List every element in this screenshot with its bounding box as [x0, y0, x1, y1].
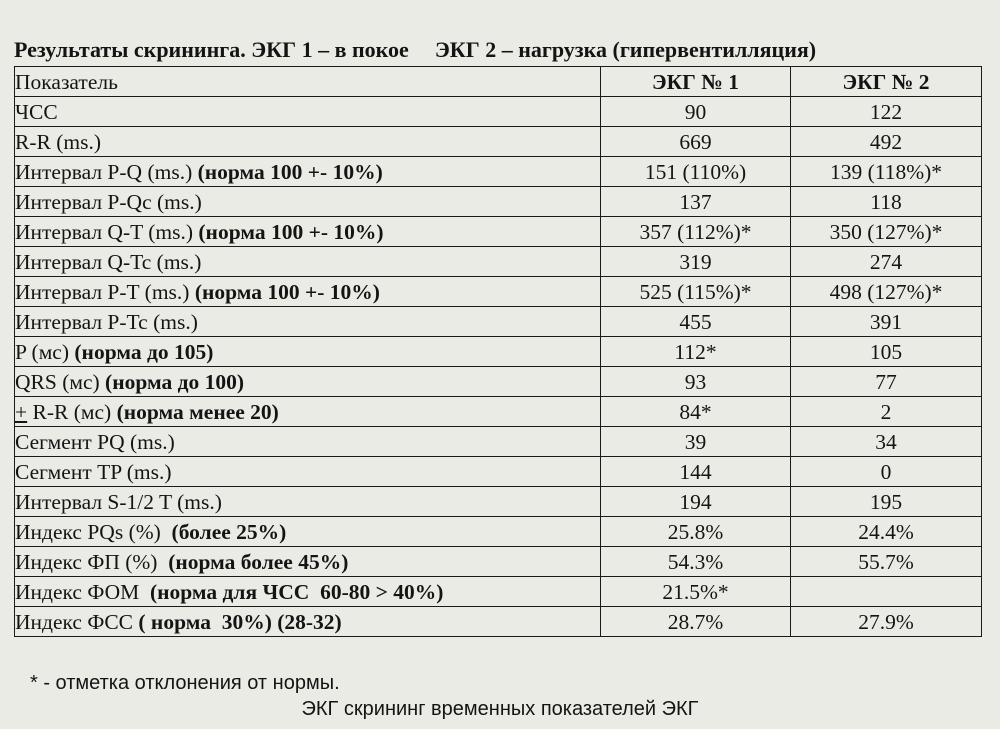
ecg1-value: 84* — [601, 397, 791, 427]
indicator-name: Интервал S-1/2 T (ms.) — [15, 489, 222, 514]
table-row — [15, 247, 982, 277]
table-row — [15, 547, 982, 577]
indicator-name: P (мс) — [15, 339, 75, 364]
ecg1-value: 357 (112%)* — [601, 217, 791, 247]
indicator-name: ЧСС — [15, 99, 58, 124]
table-row — [15, 307, 982, 337]
table-row — [15, 367, 982, 397]
indicator-name: Сегмент TP (ms.) — [15, 459, 172, 484]
ecg1-value: 319 — [601, 247, 791, 277]
table-row — [15, 157, 982, 187]
table-row — [15, 187, 982, 217]
indicator-cell — [15, 487, 601, 517]
table-row — [15, 577, 982, 607]
indicator-cell — [15, 187, 601, 217]
header-ecg1: ЭКГ № 1 — [601, 67, 791, 97]
norm-range: (более 25%) — [171, 519, 287, 544]
indicator-name: Интервал P-Qc (ms.) — [15, 189, 202, 214]
ecg2-value: 55.7% — [791, 547, 982, 577]
page-title — [14, 36, 994, 64]
indicator-cell — [15, 277, 601, 307]
indicator-cell — [15, 337, 601, 367]
title-rest-ecg: Результаты скрининга. ЭКГ 1 – в покое — [14, 37, 409, 62]
norm-range: ( норма 30%) (28-32) — [138, 609, 342, 634]
norm-range: (норма 100 +- 10%) — [197, 159, 383, 184]
ecg1-value: 151 (110%) — [601, 157, 791, 187]
indicator-name: Интервал P-Tc (ms.) — [15, 309, 198, 334]
norm-range: (норма менее 20) — [116, 399, 279, 424]
ecg1-value: 54.3% — [601, 547, 791, 577]
indicator-name: Интервал P-T (ms.) — [15, 279, 195, 304]
indicator-cell — [15, 577, 601, 607]
indicator-name: QRS (мс) — [15, 369, 106, 394]
ecg1-value: 669 — [601, 127, 791, 157]
ecg2-value: 391 — [791, 307, 982, 337]
table-row — [15, 427, 982, 457]
ecg2-value: 77 — [791, 367, 982, 397]
ecg2-value: 350 (127%)* — [791, 217, 982, 247]
indicator-cell — [15, 427, 601, 457]
norm-range: (норма до 100) — [105, 369, 245, 394]
header-ecg2: ЭКГ № 2 — [791, 67, 982, 97]
table-row — [15, 217, 982, 247]
table-row — [15, 127, 982, 157]
table-row — [15, 97, 982, 127]
ecg2-value: 122 — [791, 97, 982, 127]
indicator-cell — [15, 517, 601, 547]
indicator-cell — [15, 247, 601, 277]
ecg2-value: 492 — [791, 127, 982, 157]
indicator-cell — [15, 157, 601, 187]
indicator-name: R-R (мс) — [27, 399, 117, 424]
table-row — [15, 607, 982, 637]
ecg1-value: 90 — [601, 97, 791, 127]
indicator-cell — [15, 307, 601, 337]
ecg2-value: 34 — [791, 427, 982, 457]
indicator-name: Индекс PQs (%) — [15, 519, 172, 544]
ecg1-value: 112* — [601, 337, 791, 367]
indicator-cell — [15, 367, 601, 397]
header-indicator: Показатель — [15, 67, 601, 97]
norm-range: (норма 100 +- 10%) — [198, 219, 384, 244]
table-row — [15, 397, 982, 427]
ecg1-value: 194 — [601, 487, 791, 517]
plus-minus-sign: + — [15, 399, 28, 424]
indicator-name: Интервал Q-Tc (ms.) — [15, 249, 202, 274]
ecg1-value: 28.7% — [601, 607, 791, 637]
ecg1-value: 525 (115%)* — [601, 277, 791, 307]
table-row — [15, 277, 982, 307]
ecg1-value: 93 — [601, 367, 791, 397]
indicator-cell — [15, 127, 601, 157]
footnote: * - отметка отклонения от нормы. — [30, 672, 340, 694]
indicator-name: Интервал P-Q (ms.) — [15, 159, 198, 184]
norm-range: (норма 100 +- 10%) — [194, 279, 380, 304]
ecg2-value: 274 — [791, 247, 982, 277]
ecg1-value: 144 — [601, 457, 791, 487]
ecg2-value: 2 — [791, 397, 982, 427]
ecg1-value: 25.8% — [601, 517, 791, 547]
ecg1-value: 137 — [601, 187, 791, 217]
table-row — [15, 487, 982, 517]
indicator-cell — [15, 457, 601, 487]
table-row — [15, 517, 982, 547]
indicator-name: R-R (ms.) — [15, 129, 101, 154]
ecg2-value: 195 — [791, 487, 982, 517]
indicator-cell — [15, 397, 601, 427]
ecg1-value: 39 — [601, 427, 791, 457]
ecg2-value: 27.9% — [791, 607, 982, 637]
ecg2-value: 139 (118%)* — [791, 157, 982, 187]
norm-range: (норма для ЧСС 60-80 > 40%) — [149, 579, 444, 604]
results-table — [14, 66, 982, 637]
ecg2-value: 24.4% — [791, 517, 982, 547]
ecg2-value: 0 — [791, 457, 982, 487]
indicator-name: Индекс ФОМ — [15, 579, 150, 604]
indicator-name: Индекс ФСС — [15, 609, 139, 634]
table-header-row — [15, 67, 982, 97]
indicator-cell — [15, 607, 601, 637]
indicator-name: Интервал Q-T (ms.) — [15, 219, 199, 244]
indicator-cell — [15, 97, 601, 127]
indicator-cell — [15, 217, 601, 247]
ecg1-value: 21.5%* — [601, 577, 791, 607]
ecg2-value: 118 — [791, 187, 982, 217]
indicator-cell — [15, 547, 601, 577]
title-load-ecg: ЭКГ 2 – нагрузка (гипервентилляция) — [434, 37, 817, 62]
ecg2-value: 105 — [791, 337, 982, 367]
document-caption: ЭКГ скрининг временных показателей ЭКГ — [301, 698, 699, 720]
indicator-name: Сегмент PQ (ms.) — [15, 429, 175, 454]
table-row — [15, 337, 982, 367]
ecg2-value — [791, 577, 982, 607]
norm-range: (норма более 45%) — [168, 549, 349, 574]
norm-range: (норма до 105) — [74, 339, 214, 364]
ecg2-value: 498 (127%)* — [791, 277, 982, 307]
indicator-name: Индекс ФП (%) — [15, 549, 169, 574]
ecg1-value: 455 — [601, 307, 791, 337]
table-body — [15, 97, 982, 637]
table-row — [15, 457, 982, 487]
